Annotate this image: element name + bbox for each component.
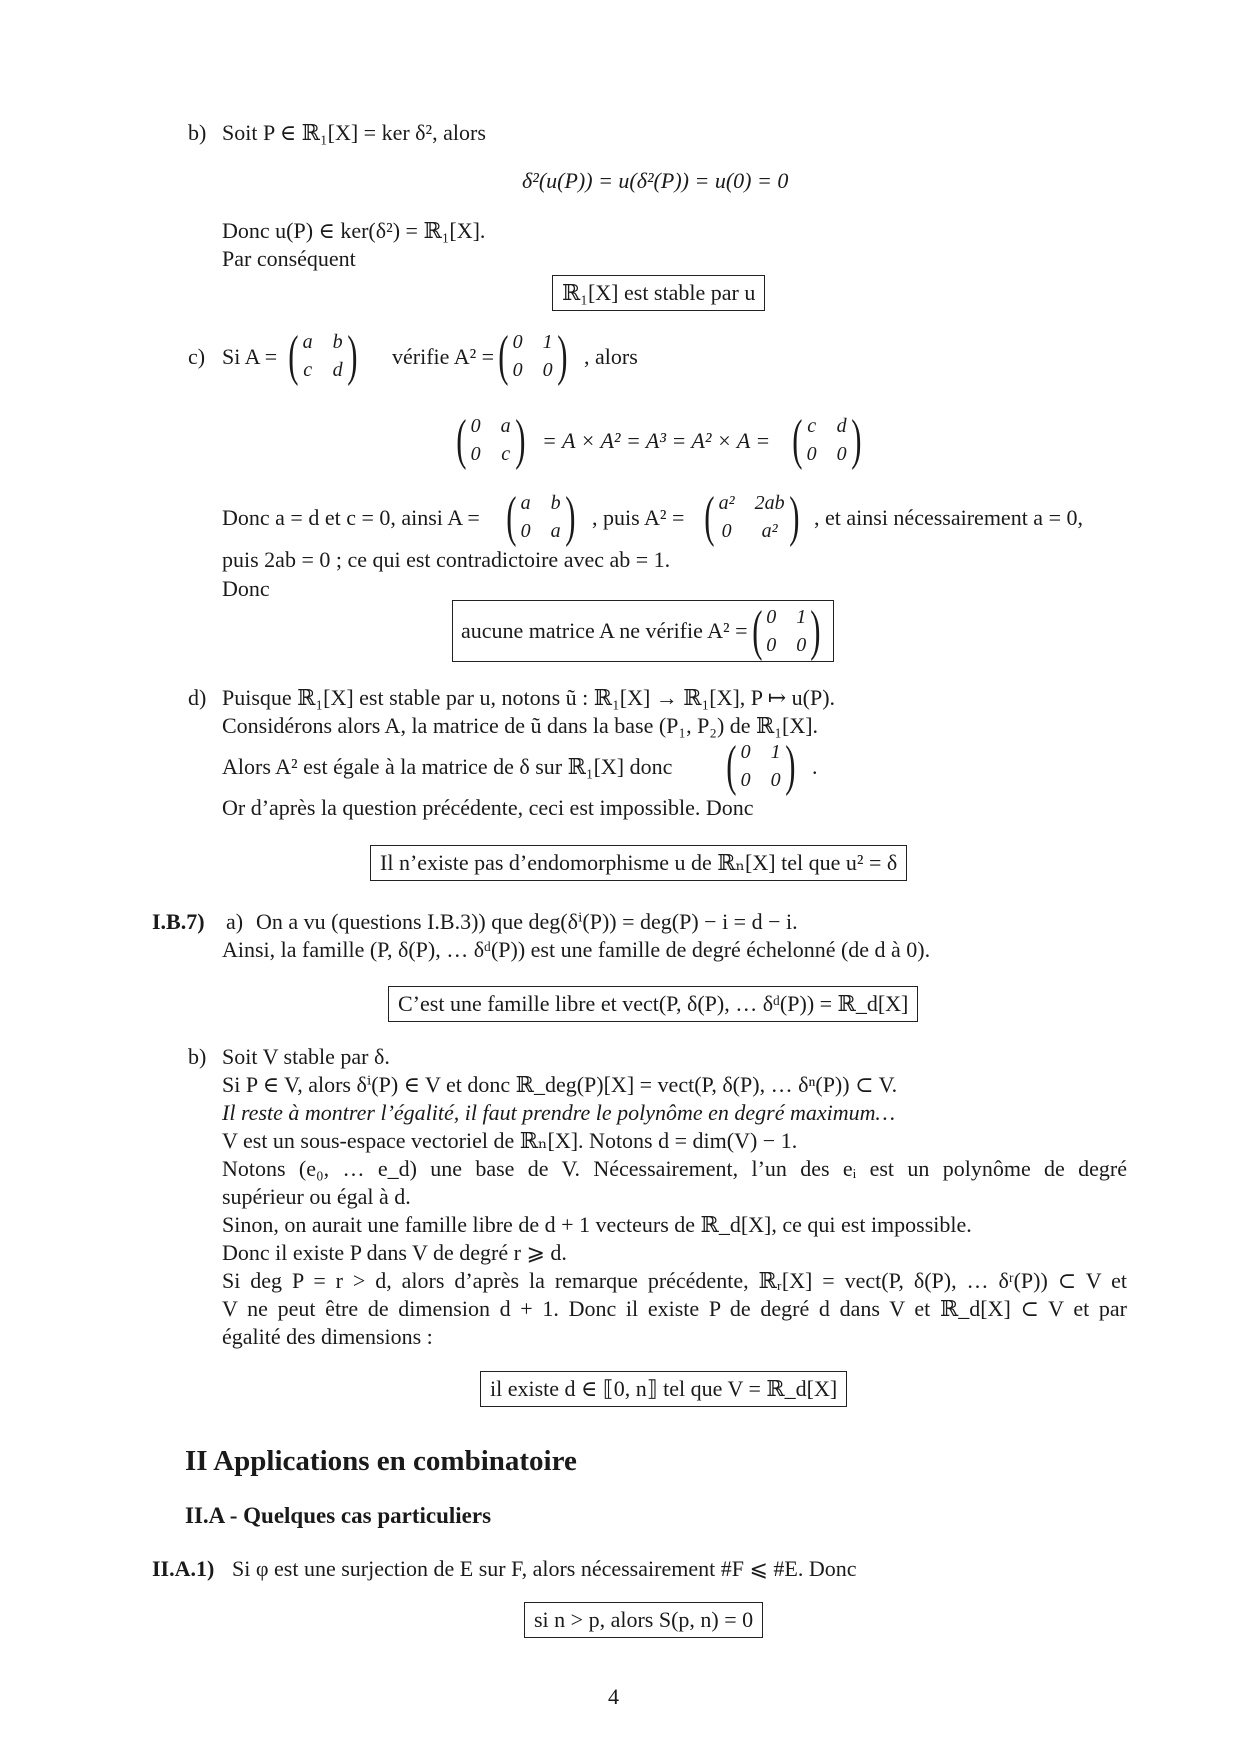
c-et-ainsi-text: , et ainsi nécessairement a = 0, (814, 505, 1083, 530)
matrix-cell: 0 (836, 443, 847, 465)
b-consequence-line: Par conséquent (222, 246, 356, 271)
matrix-cell: 0 (796, 634, 807, 656)
matrix-cd00: ( c d 0 0 ) (792, 409, 862, 471)
iia1-line: Si φ est une surjection de E sur F, alors nécessairement #F ⩽ #E. Donc (232, 1556, 857, 1581)
ib7-a-line-2: Ainsi, la famille (P, δ(P), … δᵈ(P)) est une famille de degré échelonné (de d à 0). (222, 937, 931, 962)
matrix-cell: b (550, 492, 561, 514)
d-result-box: Il n’existe pas d’endomorphisme u de ℝₙ[X] tel que u² = δ (370, 845, 907, 881)
d-dot: . (812, 754, 818, 779)
matrix-cell: c (501, 443, 511, 465)
matrix-cell: 0 (770, 769, 781, 791)
matrix-cell: d (836, 415, 847, 437)
matrix-cell: 0 (740, 741, 751, 763)
item-label-a: a) (226, 909, 244, 934)
d-line-3: Alors A² est égale à la matrice de δ sur ℝ₁[X] donc (222, 754, 673, 779)
item-label-d: d) (188, 685, 207, 710)
matrix-cell: a² (761, 520, 778, 542)
item-label-b2: b) (188, 1044, 207, 1069)
c-result-box (452, 600, 834, 662)
b-intro-line: Soit P ∈ ℝ₁[X] = ker δ², alors (222, 120, 486, 145)
matrix-cell: 0 (470, 415, 481, 437)
c-si-text: Si A = (222, 344, 278, 369)
question-number-iia1: II.A.1) (152, 1556, 215, 1581)
iia1-result-box: si n > p, alors S(p, n) = 0 (524, 1602, 763, 1638)
matrix-cell: 0 (512, 359, 523, 381)
matrix-0100: ( 0 1 0 0 ) (498, 325, 568, 387)
c-alors-text: , alors (584, 344, 638, 369)
matrix-cell: c (807, 415, 817, 437)
c-equation-mid: = A × A² = A³ = A² × A = (542, 428, 771, 453)
c-contradiction-line: puis 2ab = 0 ; ce qui est contradictoire avec ab = 1. (222, 547, 671, 572)
matrix-cell: d (332, 359, 343, 381)
matrix-cell: 1 (770, 741, 781, 763)
matrix-cell: a (500, 415, 511, 437)
ib7-b-line: Soit V stable par δ. (222, 1044, 390, 1069)
matrix-0a0c: ( 0 a 0 c ) (456, 409, 526, 471)
ib7-a-result-box: C’est une famille libre et vect(P, δ(P), … δᵈ(P)) = ℝ_d[X] (388, 986, 918, 1022)
item-label-c: c) (188, 344, 206, 369)
matrix-cell: 0 (542, 359, 553, 381)
d-line-2: Considérons alors A, la matrice de ũ dans la base (P₁, P₂) de ℝ₁[X]. (222, 713, 819, 738)
matrix-cell: 1 (542, 331, 553, 353)
ib7-b-line: égalité des dimensions : (222, 1324, 433, 1349)
matrix-cell: a² (718, 492, 735, 514)
matrix-abcd: ( a b c d ) (288, 325, 358, 387)
matrix-ab0a: ( a b 0 a ) (506, 486, 576, 548)
c-box-matrix: ( 0 1 0 0 ) (751, 600, 821, 662)
ib7-a-line-1: On a vu (questions I.B.3)) que deg(δⁱ(P)) = deg(P) − i = d − i. (256, 909, 798, 934)
d-line-4: Or d’après la question précédente, ceci est impossible. Donc (222, 795, 754, 820)
d-line-1: Puisque ℝ₁[X] est stable par u, notons ũ : ℝ₁[X] → ℝ₁[X], P ↦ u(P). (222, 685, 836, 710)
ib7-b-line: V ne peut être de dimension d + 1. Donc il existe P de degré d dans V et ℝ_d[X] ⊂ V et par (222, 1296, 1127, 1321)
section-title: II Applications en combinatoire (185, 1445, 577, 1477)
matrix-cell: 0 (470, 443, 481, 465)
ib7-b-line: Donc il existe P dans V de degré r ⩾ d. (222, 1240, 567, 1265)
matrix-cell: a (302, 331, 313, 353)
ib7-b-line: Si deg P = r > d, alors d’après la remarque précédente, ℝᵣ[X] = vect(P, δ(P), … δʳ(P)) ⊂ V et (222, 1268, 1127, 1293)
ib7-b-line: Notons (e₀, … e_d) une base de V. Nécessairement, l’un des eᵢ est un polynôme de degré (222, 1156, 1127, 1181)
question-number-ib7: I.B.7) (152, 909, 205, 934)
matrix-square: ( a² 2ab 0 a² ) (704, 486, 800, 548)
ib7-b-line: V est un sous-espace vectoriel de ℝₙ[X]. Notons d = dim(V) − 1. (222, 1128, 798, 1153)
matrix-cell: 0 (740, 769, 751, 791)
matrix-cell: 2ab (754, 492, 785, 514)
matrix-cell: b (332, 331, 343, 353)
matrix-cell: 0 (512, 331, 523, 353)
page-number: 4 (608, 1684, 619, 1709)
matrix-cell: 0 (520, 520, 531, 542)
matrix-cell: 0 (766, 606, 777, 628)
matrix-cell: 0 (806, 443, 817, 465)
ib7-b-line: Si P ∈ V, alors δⁱ(P) ∈ V et donc ℝ_deg(P)[X] = vect(P, δ(P), … δⁿ(P)) ⊂ V. (222, 1072, 898, 1097)
ib7-b-line: supérieur ou égal à d. (222, 1184, 411, 1209)
d-matrix: ( 0 1 0 0 ) (726, 735, 796, 797)
matrix-cell: a (520, 492, 531, 514)
matrix-cell: a (550, 520, 561, 542)
matrix-cell: 1 (796, 606, 807, 628)
ib7-b-line: Il reste à montrer l’égalité, il faut prendre le polynôme en degré maximum… (222, 1100, 896, 1125)
matrix-cell: c (303, 359, 313, 381)
b-result-box: ℝ₁[X] est stable par u (552, 275, 765, 311)
matrix-cell: 0 (721, 520, 732, 542)
b-conclusion-line: Donc u(P) ∈ ker(δ²) = ℝ₁[X]. (222, 218, 486, 243)
c-donc-line: Donc a = d et c = 0, ainsi A = (222, 505, 480, 530)
c-verifie-text: vérifie A² = (392, 344, 495, 369)
item-label-b: b) (188, 120, 207, 145)
c-donc-short: Donc (222, 576, 270, 601)
ib7-b-line: Sinon, on aurait une famille libre de d + 1 vecteurs de ℝ_d[X], ce qui est impossible. (222, 1212, 972, 1237)
ib7-b-result-box: il existe d ∈ ⟦0, n⟧ tel que V = ℝ_d[X] (480, 1371, 847, 1407)
matrix-cell: 0 (766, 634, 777, 656)
c-puis-text: , puis A² = (592, 505, 685, 530)
c-box-text: aucune matrice A ne vérifie A² = (461, 618, 748, 643)
b-equation: δ²(u(P)) = u(δ²(P)) = u(0) = 0 (522, 168, 789, 193)
subsection-title: II.A - Quelques cas particuliers (185, 1503, 492, 1528)
